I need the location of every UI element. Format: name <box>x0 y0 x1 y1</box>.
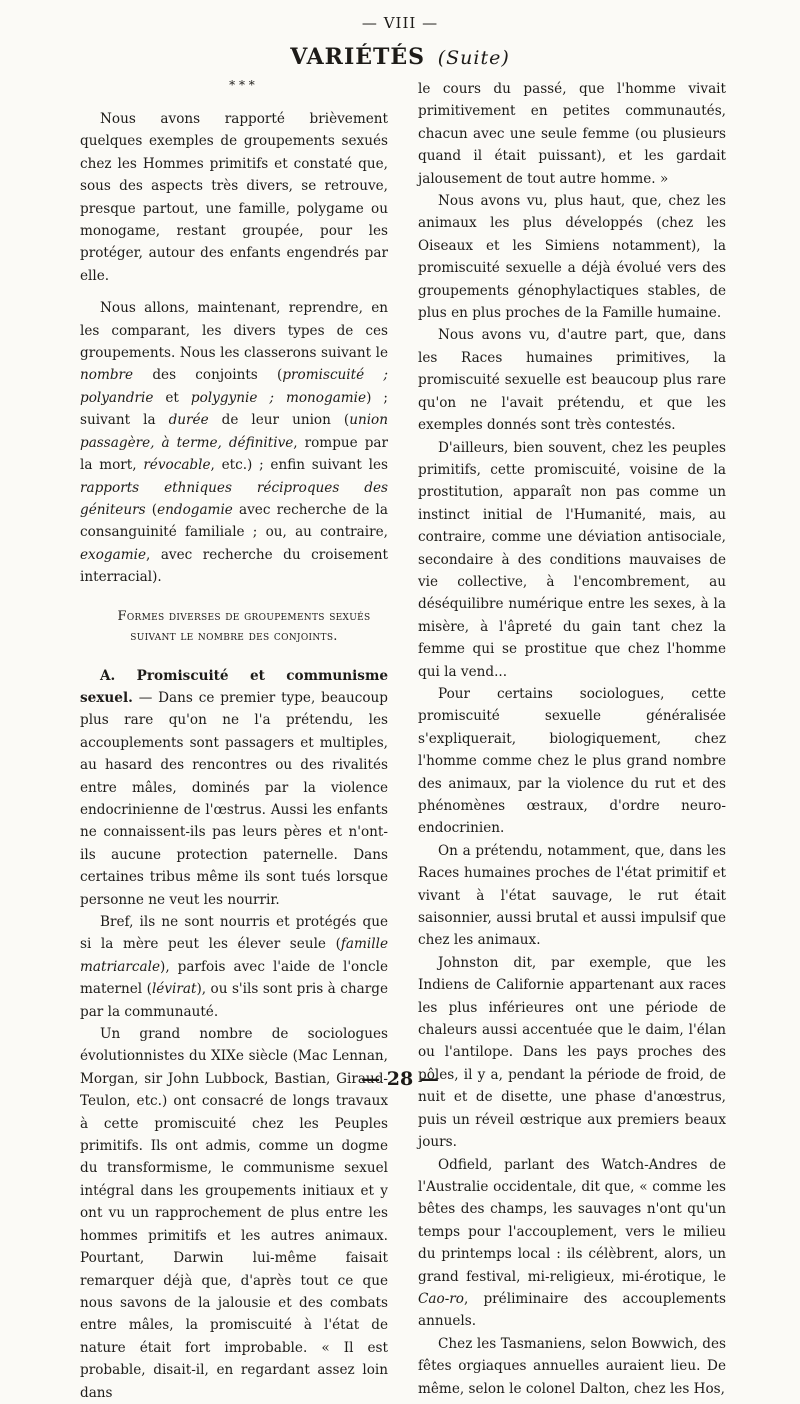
paragraph: Bref, ils ne sont nourris et protégés que si la mère peut les élever seule (famille matriarcale), parfois avec l'aide de l'oncle maternel (lévirat), ou s'ils sont pris à charge par la communauté. <box>80 914 388 1020</box>
paragraph: Pour certains sociologues, cette promiscuité sexuelle généralisée s'expliquerait, biologiquement, chez l'homme comme chez le plus grand nombre des animaux, par la violence du rut et des phénomènes œstraux, d'ordre neuro-endocrinien. <box>418 685 726 837</box>
paragraph: Un grand nombre de sociologues évolutionnistes du XIXe siècle (Mac Lennan, Morgan, sir John Lubbock, Bastian, Giraud-Teulon, etc.) ont consacré de longs travaux à cette promiscuité chez les Peuples primitifs. Ils ont admis, comme un dogme du transformisme, le communisme sexuel intégral dans les groupements initiaux et y ont vu un rapprochement de plus entre les hommes primitifs et les autres animaux. Pourtant, Darwin lui-même faisait remarquer déjà que, d'après tout ce que nous savons de la jalousie et des combats entre mâles, la promiscuité à l'état de nature était fort improbable. « Il est probable, disait-il, en regardant assez loin dans <box>80 1026 388 1401</box>
paragraph: Chez les Tasmaniens, selon Bowwich, des fêtes orgiaques annuelles auraient lieu. De même, selon le colonel Dalton, chez les Hos, <box>418 1335 726 1397</box>
subsection-heading: A. Promiscuité et communisme sexuel. <box>80 667 388 706</box>
paragraph: Odfield, parlant des Watch-Andres de l'Australie occidentale, dit que, « comme les bêtes des champs, les sauvages n'ont qu'un temps pour l'accouplement, vers le milieu du printemps local : ils célèbrent, alors, un grand festival, mi-religieux, mi-érotique, le Cao-ro, préliminaire des accouplements annuels. <box>418 1156 726 1330</box>
paragraph: Nous avons vu, d'autre part, que, dans les Races humaines primitives, la promiscuité sexuelle est beaucoup plus rare qu'on ne l'avait prétendu, et que les exemples donnés sont très contestés. <box>418 327 726 434</box>
page-title <box>0 44 800 70</box>
left-column <box>80 78 388 1404</box>
ornament-stars: * * * <box>229 78 255 92</box>
paragraph: A. Promiscuité et communisme sexuel. — Dans ce premier type, beaucoup plus rare qu'on ne l'a prétendu, les accouplements sont passagers et multiples, au hasard des rencontres ou des rivalités entre mâles, dominés par la violence endocrinienne de l'œstrus. Aussi les enfants ne connaissent-ils pas leurs pères et n'ont-ils aucune protection paternelle. Dans certaines tribus même ils sont tués lorsque personne ne veut les nourrir. <box>80 667 389 908</box>
paragraph: Nous allons, maintenant, reprendre, en les comparant, les divers types de ces groupements. Nous les classerons suivant le nombre des conjoints (promiscuité ; polyandrie et polygynie ; monogamie) ; suivant la durée de leur union (union passagère, à terme, définitive, rompue par la mort, révocable, etc.) ; enfin suivant les rapports ethniques réciproques des géniteurs (endogamie avec recherche de la consanguinité familiale ; ou, au contraire, exogamie, avec recherche du croisement interracial). <box>80 300 388 586</box>
title-suite: (Suite) <box>437 47 510 69</box>
paragraph: le cours du passé, que l'homme vivait primitivement en petites communautés, chacun avec une seule femme (ou plusieurs quand il était puissant), et les gardait jalousement de tout autre homme. » <box>418 81 726 187</box>
paragraph: On a prétendu, notamment, que, dans les Races humaines proches de l'état primitif et vivant à l'état sauvage, le rut était saisonnier, aussi brutal et aussi impulsif que chez les animaux. <box>418 842 726 949</box>
section-heading: Formes diverses de groupements sexués suivant le nombre des conjoints. <box>117 608 371 644</box>
right-column <box>418 78 726 1400</box>
paragraph: Nous avons rapporté brièvement quelques exemples de groupements sexués chez les Hommes primitifs et constaté que, sous des aspects très divers, se retrouve, presque partout, une famille, polygame ou monogame, restant groupée, pour les protéger, autour des enfants engendrés par elle. <box>80 111 388 284</box>
title-main: VARIÉTÉS <box>290 44 426 70</box>
paragraph: D'ailleurs, bien souvent, chez les peuples primitifs, cette promiscuité, voisine de la prostitution, apparaît non pas comme un instinct initial de l'Humanité, mais, au contraire, comme une déviation antisociale, secondaire à des conditions mauvaises de vie collective, à l'encombrement, au déséquilibre numérique entre les sexes, à la misère, à l'âpreté du gain tant chez la femme qui se prostitue que chez l'homme qui la vend... <box>418 439 726 680</box>
page-roman-numeral: — VIII — <box>361 14 439 32</box>
page-number: — 28 — <box>361 1068 439 1090</box>
section-ornament <box>80 78 388 108</box>
paragraph: Johnston dit, par exemple, que les Indiens de Californie appartenant aux races les plus inférieures ont une période de chaleurs aussi accentuée que le daim, l'élan ou l'antilope. Dans les pays proches des pôles, il y a, pendant la période de froid, de nuit et de disette, une phase d'anœstrus, puis un réveil œstrique aux premiers beaux jours. <box>418 954 726 1151</box>
paragraph: Nous avons vu, plus haut, que, chez les animaux les plus développés (chez les Oiseaux et les Simiens notamment), la promiscuité sexuelle a déjà évolué vers des groupements génophylactiques stables, de plus en plus proches de la Famille humaine. <box>418 193 726 322</box>
